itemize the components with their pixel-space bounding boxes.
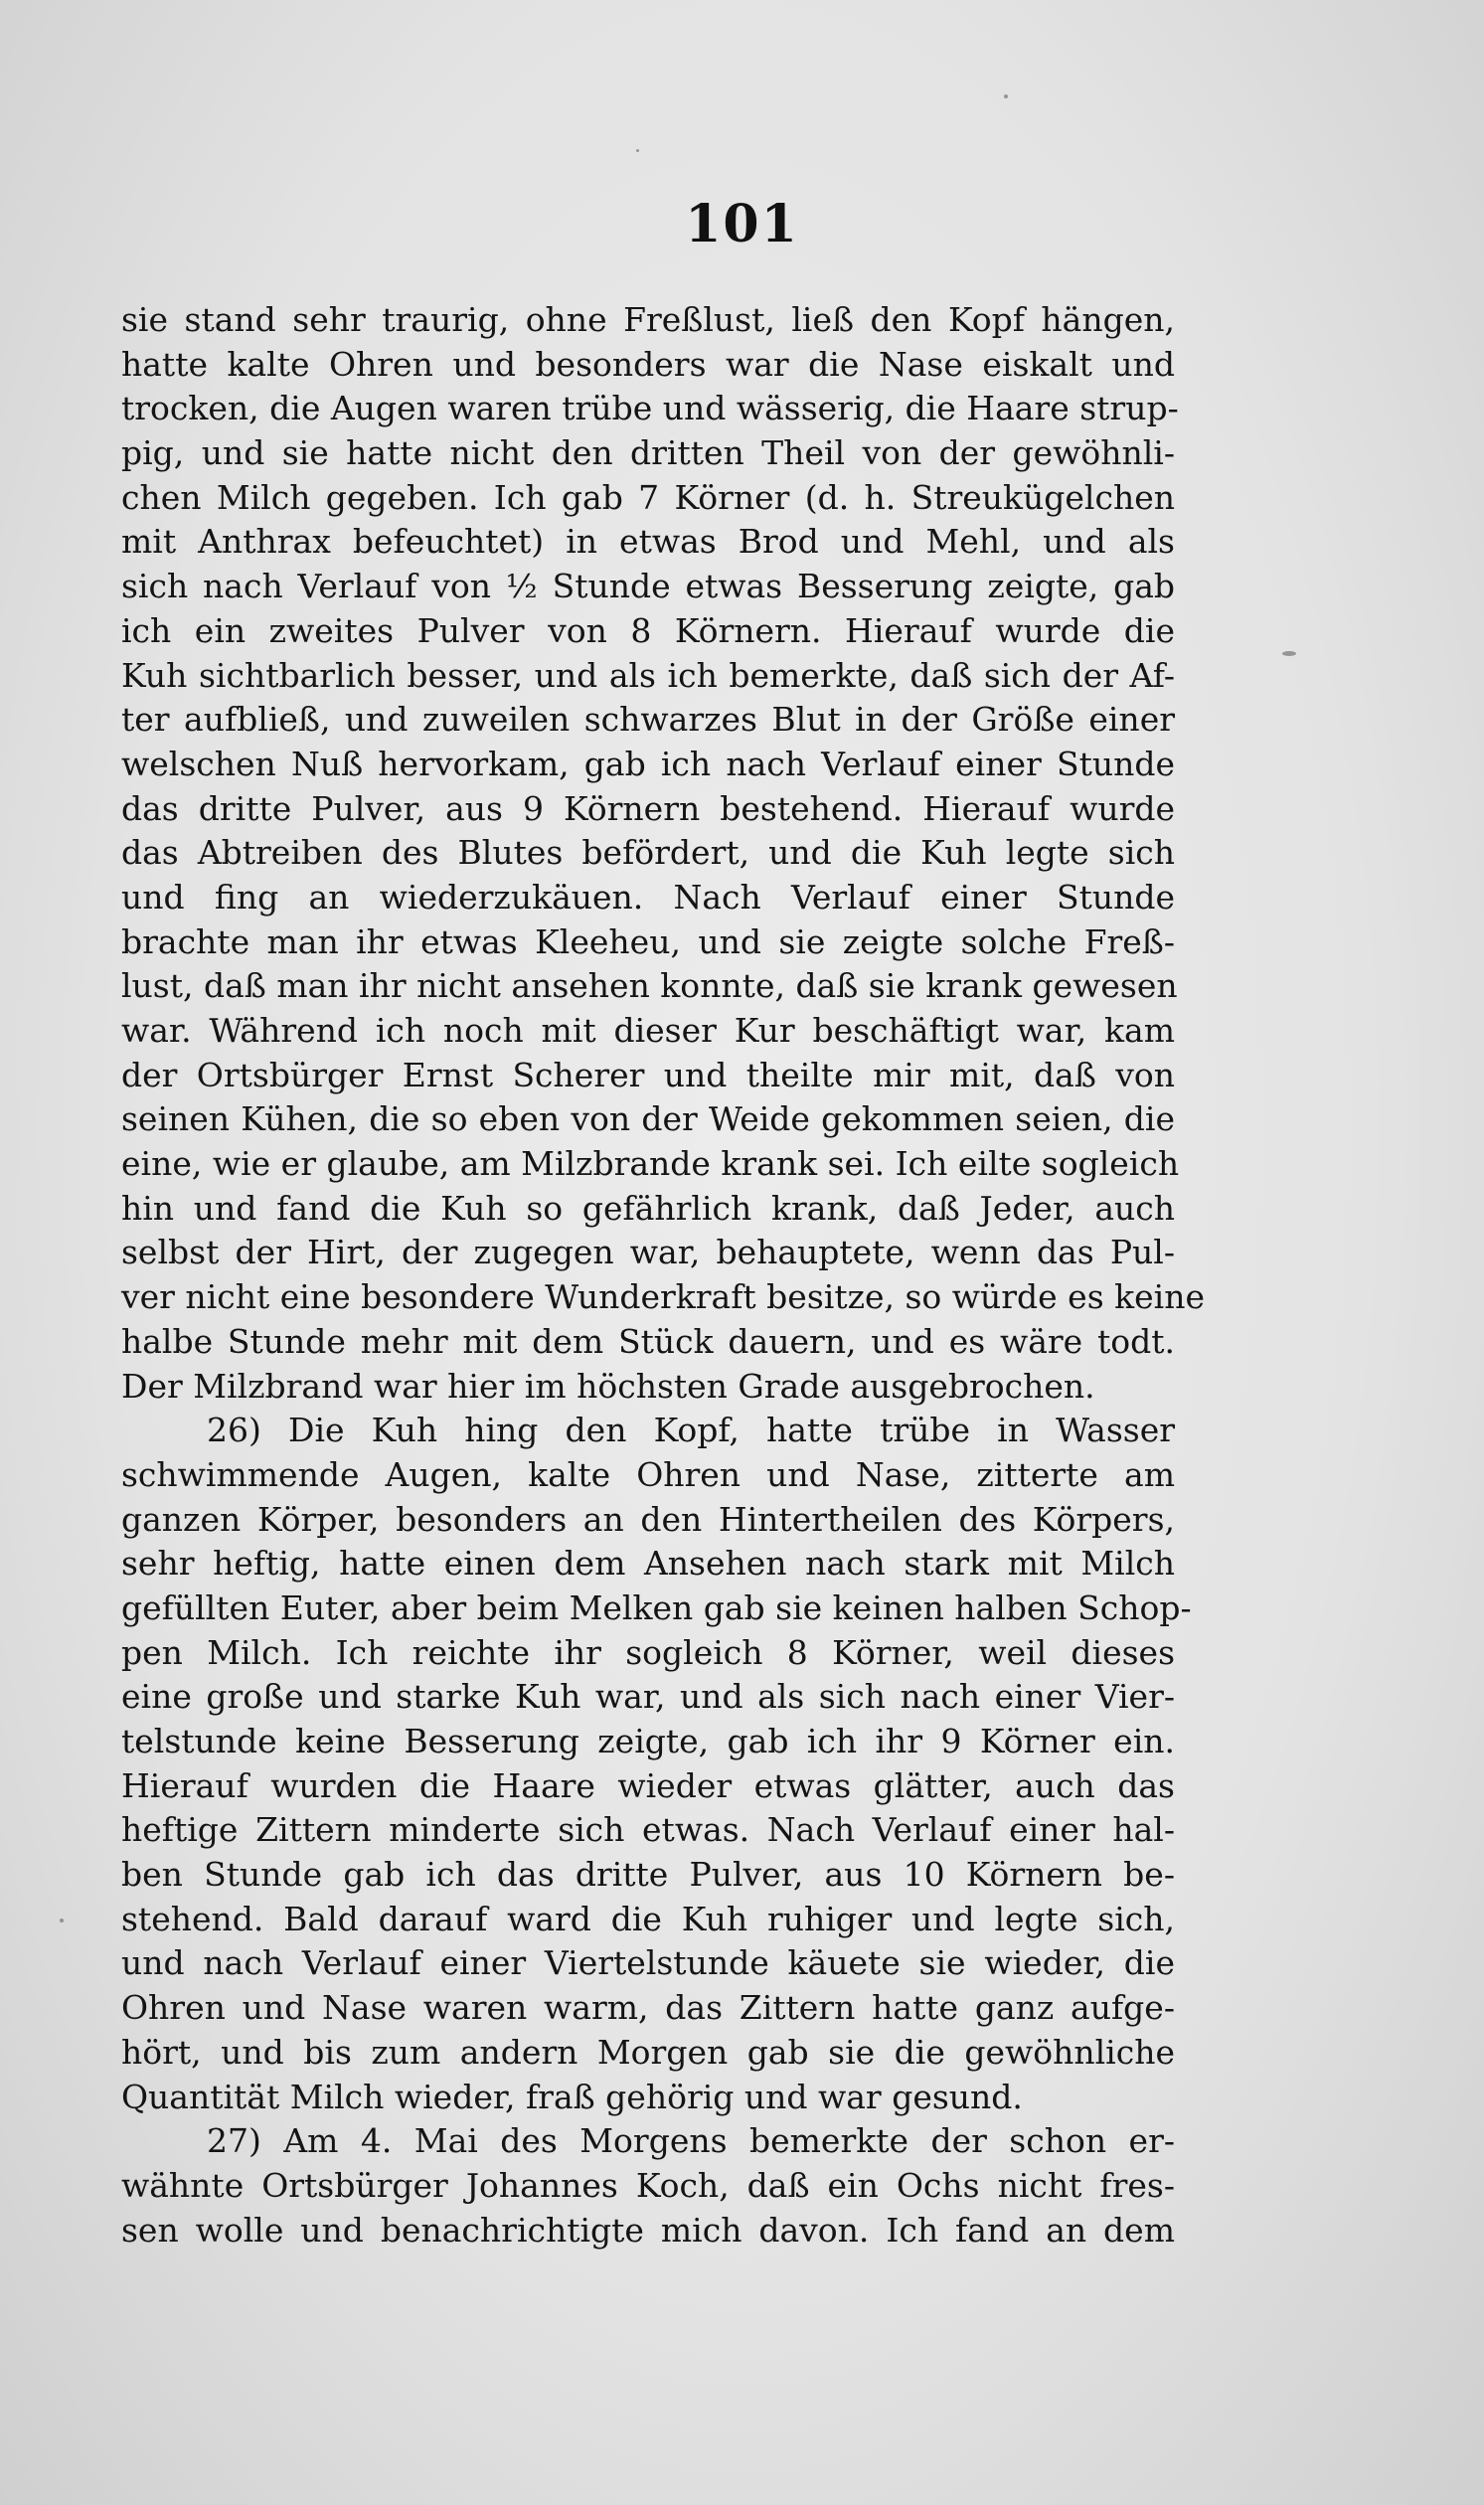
text-line: und fing an wiederzukäuen. Nach Verlauf einer Stunde bbox=[121, 877, 1175, 917]
text-line: schwimmende Augen, kalte Ohren und Nase, zitterte am bbox=[121, 1454, 1175, 1494]
page-number: 101 bbox=[685, 194, 799, 254]
text-line: sie stand sehr traurig, ohne Freßlust, ließ den Kopf hängen, bbox=[121, 300, 1175, 339]
text-line: der Ortsbürger Ernst Scherer und theilte mir mit, daß von bbox=[121, 1055, 1175, 1094]
paper-speck bbox=[60, 1919, 64, 1922]
text-line: hatte kalte Ohren und besonders war die Nase eiskalt und bbox=[121, 344, 1175, 384]
text-line: sich nach Verlauf von ½ Stunde etwas Besserung zeigte, gab bbox=[121, 567, 1175, 606]
text-line: eine große und starke Kuh war, und als sich nach einer Vier- bbox=[121, 1677, 1175, 1717]
text-line: 26) Die Kuh hing den Kopf, hatte trübe in Wasser bbox=[207, 1411, 1175, 1450]
text-line: ter aufbließ, und zuweilen schwarzes Blut in der Größe einer bbox=[121, 700, 1175, 740]
text-line: pen Milch. Ich reichte ihr sogleich 8 Körner, weil dieses bbox=[121, 1632, 1175, 1672]
text-line: lust, daß man ihr nicht ansehen konnte, daß sie krank gewesen bbox=[121, 966, 1178, 1006]
paper-speck bbox=[1004, 94, 1008, 98]
text-line: halbe Stunde mehr mit dem Stück dauern, und es wäre todt. bbox=[121, 1321, 1175, 1361]
text-line: wähnte Ortsbürger Johannes Koch, daß ein Ochs nicht fres- bbox=[121, 2165, 1175, 2205]
text-line: gefüllten Euter, aber beim Melken gab sie keinen halben Schop- bbox=[121, 1587, 1192, 1627]
text-line: ver nicht eine besondere Wunderkraft besitze, so würde es keine bbox=[121, 1277, 1205, 1317]
text-line: brachte man ihr etwas Kleeheu, und sie zeigte solche Freß- bbox=[121, 921, 1175, 961]
text-line: Quantität Milch wieder, fraß gehörig und war gesund. bbox=[121, 2077, 1023, 2116]
text-line: telstunde keine Besserung zeigte, gab ich ihr 9 Körner ein. bbox=[121, 1722, 1175, 1760]
text-line: welschen Nuß hervorkam, gab ich nach Verlauf einer Stunde bbox=[121, 744, 1175, 783]
text-line: pig, und sie hatte nicht den dritten Theil von der gewöhnli- bbox=[121, 433, 1175, 473]
text-line: hört, und bis zum andern Morgen gab sie die gewöhnliche bbox=[121, 2032, 1175, 2072]
text-line: Kuh sichtbarlich besser, und als ich bemerkte, daß sich der Af- bbox=[121, 655, 1175, 695]
text-line: trocken, die Augen waren trübe und wässerig, die Haare strup- bbox=[121, 389, 1179, 428]
text-line: selbst der Hirt, der zugegen war, behauptete, wenn das Pul- bbox=[121, 1233, 1175, 1272]
body-text bbox=[121, 298, 1205, 2253]
text-line: seinen Kühen, die so eben von der Weide gekommen seien, die bbox=[121, 1099, 1175, 1139]
text-line: stehend. Bald darauf ward die Kuh ruhiger und legte sich, bbox=[121, 1899, 1175, 1938]
text-line: Hierauf wurden die Haare wieder etwas glätter, auch das bbox=[121, 1765, 1175, 1805]
text-line: war. Während ich noch mit dieser Kur beschäftigt war, kam bbox=[121, 1011, 1175, 1050]
text-line: sen wolle und benachrichtigte mich davon. Ich fand an dem bbox=[121, 2210, 1175, 2250]
text-line: ich ein zweites Pulver von 8 Körnern. Hierauf wurde die bbox=[121, 610, 1175, 650]
paper-speck bbox=[1282, 651, 1296, 656]
text-line: ganzen Körper, besonders an den Hintertheilen des Körpers, bbox=[121, 1499, 1175, 1539]
text-line: ben Stunde gab ich das dritte Pulver, aus 10 Körnern be- bbox=[121, 1855, 1175, 1895]
text-line: mit Anthrax befeuchtet) in etwas Brod und Mehl, und als bbox=[121, 522, 1175, 562]
text-line: Der Milzbrand war hier im höchsten Grade ausgebrochen. bbox=[121, 1366, 1095, 1406]
text-line: hin und fand die Kuh so gefährlich krank, daß Jeder, auch bbox=[121, 1188, 1175, 1228]
text-line: sehr heftig, hatte einen dem Ansehen nach stark mit Milch bbox=[121, 1544, 1175, 1584]
text-line: das dritte Pulver, aus 9 Körnern bestehend. Hierauf wurde bbox=[121, 788, 1175, 828]
paper-speck bbox=[636, 149, 639, 152]
text-line: Ohren und Nase waren warm, das Zittern hatte ganz aufge- bbox=[121, 1988, 1175, 2028]
text-line: eine, wie er glaube, am Milzbrande krank sei. Ich eilte sogleich bbox=[121, 1144, 1180, 1184]
text-line: 27) Am 4. Mai des Morgens bemerkte der schon er- bbox=[207, 2121, 1175, 2161]
text-line: chen Milch gegeben. Ich gab 7 Körner (d. h. Streukügelchen bbox=[121, 477, 1175, 517]
text-line: das Abtreiben des Blutes befördert, und die Kuh legte sich bbox=[121, 833, 1175, 873]
text-line: und nach Verlauf einer Viertelstunde käuete sie wieder, die bbox=[121, 1943, 1175, 1983]
text-line: heftige Zittern minderte sich etwas. Nach Verlauf einer hal- bbox=[121, 1810, 1175, 1850]
